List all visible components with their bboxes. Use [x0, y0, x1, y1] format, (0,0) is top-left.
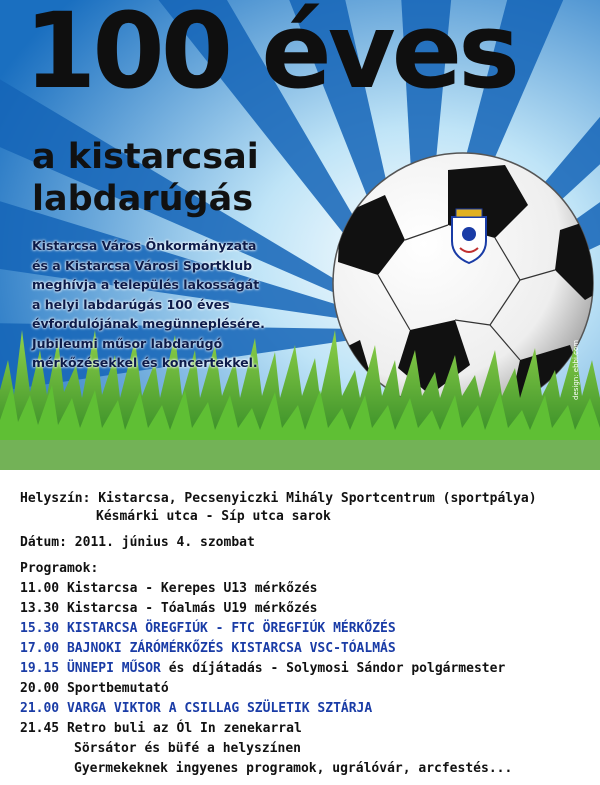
program-item — [20, 722, 302, 735]
date-value: 2011. június 4. szombat — [74, 535, 255, 550]
program-item-highlight — [20, 642, 396, 655]
image-credit: design: ebbi.com — [572, 339, 580, 400]
program-text: Retro buli az Ól In zenekarral — [66, 721, 302, 736]
program-text: KISTARCSA ÖREGFIÚK - FTC ÖREGFIÚK MÉRKŐZÉS — [66, 621, 396, 636]
event-title: 100 éves — [24, 0, 517, 112]
program-suffix: és díjátadás - Solymosi Sándor polgármester — [168, 661, 506, 676]
invitation-line: meghívja a település lakosságát — [32, 277, 260, 292]
program-text: Kistarcsa - Kerepes U13 mérkőzés — [66, 581, 318, 596]
invitation-line: évfordulójának megünneplésére. — [32, 316, 265, 331]
date-row — [20, 536, 255, 549]
program-time: 21.45 — [20, 721, 60, 736]
program-text: Kistarcsa - Tóalmás U19 mérkőzés — [66, 601, 318, 616]
program-time: 17.00 — [20, 641, 60, 656]
program-item — [20, 602, 317, 615]
extra-info-line: Sörsátor és büfé a helyszínen — [74, 741, 301, 756]
club-crest-icon — [452, 209, 486, 263]
program-text: Sportbemutató — [66, 681, 169, 696]
event-subtitle-line2: labdarúgás — [32, 179, 254, 219]
extra-info-line: Gyermekeknek ingyenes programok, ugrálóvár, arcfestés... — [74, 761, 513, 776]
program-time: 13.30 — [20, 601, 60, 616]
program-item — [20, 682, 169, 695]
program-item — [20, 582, 317, 595]
location-row — [20, 492, 537, 505]
invitation-line: Kistarcsa Város Önkormányzata — [32, 238, 257, 253]
event-details — [0, 470, 600, 785]
program-item-highlight — [20, 662, 505, 675]
invitation-line: a helyi labdarúgás 100 éves — [32, 296, 230, 312]
location-value-line2: Késmárki utca - Síp utca sarok — [96, 509, 331, 524]
invitation-line: mérkőzésekkel és koncertekkel. — [32, 355, 258, 370]
date-label: Dátum: — [20, 535, 67, 550]
program-text: BAJNOKI ZÁRÓMÉRKŐZÉS KISTARCSA VSC-TÓALMÁS — [66, 641, 396, 656]
location-value: Kistarcsa, Pecsenyiczki Mihály Sportcentrum (sportpálya) — [98, 491, 537, 506]
invitation-line: Jubileumi műsor labdarúgó — [32, 335, 223, 351]
location-label: Helyszín: — [20, 491, 91, 506]
program-text: VARGA VIKTOR A CSILLAG SZÜLETIK SZTÁRJA — [66, 701, 373, 716]
event-subtitle-line1: a kistarcsai — [32, 137, 259, 177]
program-time: 20.00 — [20, 681, 60, 696]
programs-heading: Programok: — [20, 561, 99, 576]
program-item-highlight — [20, 702, 372, 715]
program-time: 21.00 — [20, 701, 60, 716]
program-item-highlight — [20, 622, 396, 635]
invitation-text — [32, 236, 332, 373]
invitation-line: és a Kistarcsa Városi Sportklub — [32, 257, 253, 273]
program-time: 11.00 — [20, 581, 60, 596]
program-text: ÜNNEPI MŰSOR — [66, 661, 161, 676]
program-time: 15.30 — [20, 621, 60, 636]
program-time: 19.15 — [20, 661, 60, 676]
